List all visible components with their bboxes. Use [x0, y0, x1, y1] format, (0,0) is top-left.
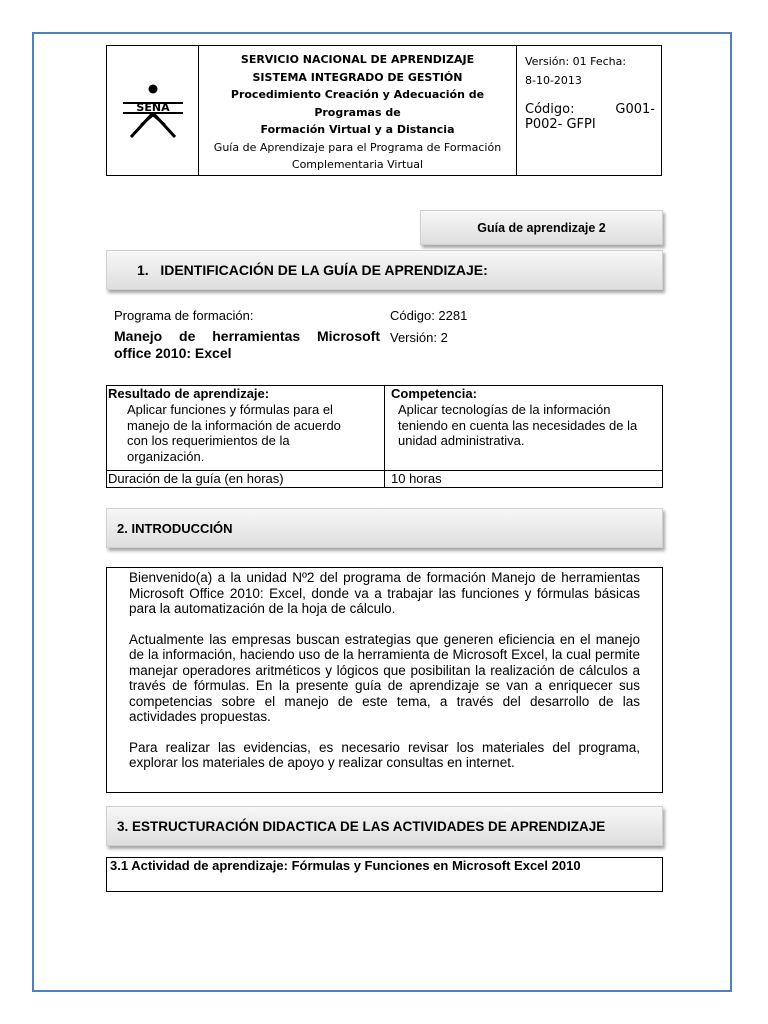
competence-text: Aplicar tecnologías de la información teniendo en cuenta las necesidades de la unidad administrativa.	[398, 402, 638, 448]
header-line: Guía de Aprendizaje para el Programa de Formación	[213, 140, 502, 154]
introduction-box	[106, 567, 663, 793]
duration-label: Duración de la guía (en horas)	[108, 471, 284, 486]
guide-title-banner	[420, 210, 663, 245]
learning-outcome-table	[106, 385, 663, 488]
duration-value: 10 horas	[391, 471, 442, 486]
sena-logo	[107, 46, 199, 175]
intro-paragraph: Bienvenido(a) a la unidad Nº2 del programa de formación Manejo de herramientas Microsoft Office 2010: Excel, donde va a trabajar las funciones y fórmulas básicas para la automatización de la hoja de cálculo.	[129, 570, 640, 616]
header-line: Complementaria Virtual	[291, 158, 424, 171]
sena-logo-icon	[117, 81, 189, 141]
header-line: Procedimiento Creación y Adecuación de	[230, 88, 485, 101]
program-version: Versión: 2	[390, 330, 448, 345]
intro-paragraph: Actualmente las empresas buscan estrategias que generen eficiencia en el manejo de la información, haciendo uso de la herramienta de Microsoft Excel, la cual permite manejar operadores aritméticos y lógicos que posibilitan la realización de cálculos a través de fórmulas. En la presente guía de aprendizaje se van a enriquecer sus competencias sobre el manejo de este tema, a través del desarrollo de las actividades propuestas.	[129, 631, 640, 724]
version-date-label: Versión: 01 Fecha:	[525, 55, 627, 68]
program-name: Manejo de herramientas Microsoft office 2010: Excel	[114, 328, 380, 361]
section-2-heading	[106, 508, 663, 548]
document-code: Código: G001- P002- GFPI	[525, 102, 655, 132]
section-1-title: 1. IDENTIFICACIÓN DE LA GUÍA DE APRENDIZAJE:	[137, 262, 488, 278]
result-text: Aplicar funciones y fórmulas para el manejo de la información de acuerdo con los requerimientos de la organización.	[127, 402, 341, 464]
intro-paragraph: Para realizar las evidencias, es necesario revisar los materiales del programa, explorar los materiales de apoyo y realizar consultas en internet.	[129, 739, 640, 770]
header-line: SISTEMA INTEGRADO DE GESTIÓN	[252, 70, 463, 84]
section-2-title: 2. INTRODUCCIÓN	[117, 520, 233, 536]
header-title-block	[199, 46, 517, 175]
svg-text:SENA: SENA	[135, 100, 170, 114]
header-meta	[517, 46, 663, 175]
program-label: Programa de formación:	[114, 308, 254, 323]
activity-box	[106, 857, 663, 892]
section-3-title: 3. ESTRUCTURACIÓN DIDACTICA DE LAS ACTIVIDADES DE APRENDIZAJE	[117, 818, 606, 834]
section-3-heading	[106, 806, 663, 846]
section-1-heading	[106, 250, 663, 290]
guide-title: Guía de aprendizaje 2	[477, 220, 606, 235]
date-value: 8-10-2013	[525, 74, 582, 87]
competence-header: Competencia:	[391, 386, 477, 401]
header-line: Programas de	[314, 105, 401, 119]
program-code: Código: 2281	[390, 308, 468, 323]
result-header: Resultado de aprendizaje:	[108, 386, 270, 401]
activity-title: 3.1 Actividad de aprendizaje: Fórmulas y Funciones en Microsoft Excel 2010	[110, 858, 581, 873]
header-line: SERVICIO NACIONAL DE APRENDIZAJE	[240, 53, 475, 66]
document-header	[106, 45, 662, 176]
header-line: Formación Virtual y a Distancia	[260, 123, 455, 136]
